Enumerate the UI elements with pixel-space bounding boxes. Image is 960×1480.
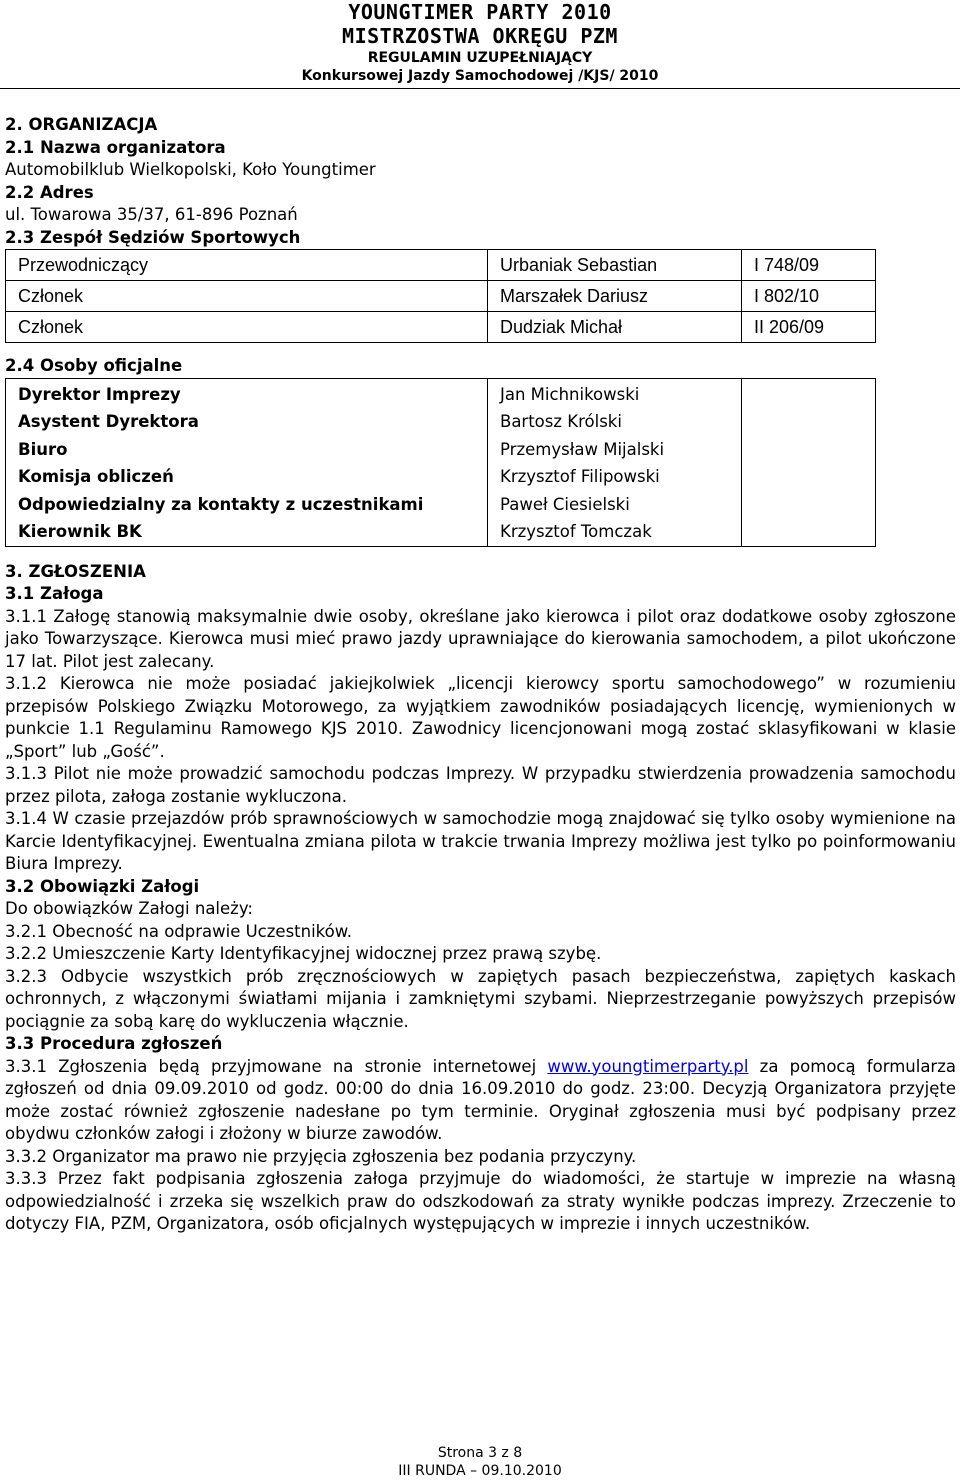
website-link[interactable]: www.youngtimerparty.pl — [547, 1056, 749, 1076]
judge-license: I 748/09 — [742, 250, 876, 281]
paragraph-3-2-1: 3.2.1 Obecność na odprawie Uczestników. — [5, 921, 352, 941]
judge-role: Członek — [6, 312, 488, 343]
table-row — [6, 378, 876, 546]
judges-table — [5, 249, 876, 343]
official-name: Jan Michnikowski — [500, 384, 640, 404]
paragraph-3-3-2: 3.3.2 Organizator ma prawo nie przyjęcia zgłoszenia bez podania przyczyny. — [5, 1146, 637, 1166]
footer-page-number: Strona 3 z 8 — [437, 1445, 523, 1461]
official-role: Biuro — [18, 439, 68, 459]
table-row — [6, 250, 876, 281]
official-empty-cell — [742, 378, 876, 546]
document-body — [5, 114, 956, 1236]
section-2-title: 2. ORGANIZACJA — [5, 115, 158, 134]
header-divider — [0, 88, 960, 89]
organizer-name-title: 2.1 Nazwa organizatora — [5, 137, 226, 157]
officials-title: 2.4 Osoby oficjalne — [5, 356, 183, 375]
official-role: Asystent Dyrektora — [18, 412, 199, 431]
organizer-name: Automobilklub Wielkopolski, Koło Youngtimer — [5, 160, 376, 179]
judge-role: Członek — [6, 281, 488, 312]
header-event-title: YOUNGTIMER PARTY 2010 — [348, 0, 612, 24]
procedure-title: 3.3 Procedura zgłoszeń — [5, 1034, 223, 1053]
header-championship: MISTRZOSTWA OKRĘGU PZM — [342, 24, 618, 48]
paragraph-3-1-3: 3.1.3 Pilot nie może prowadzić samochodu podczas Imprezy. W przypadku stwierdzenia prowadzenia samochodu przez pilota, załoga zostanie wykluczona. — [5, 764, 956, 806]
official-name: Krzysztof Filipowski — [500, 467, 660, 486]
paragraph-3-1-1: 3.1.1 Załogę stanowią maksymalnie dwie osoby, określane jako kierowca i pilot oraz dodatkowe osoby zgłoszone jako Towarzyszące. Kierowca musi mieć prawo jazdy uprawniające do kierowania samochodem, a pilot ukończone 17 lat. Pilot jest zalecany. — [5, 606, 956, 671]
official-role: Komisja obliczeń — [18, 467, 174, 486]
section-3-title: 3. ZGŁOSZENIA — [5, 561, 146, 581]
table-row — [6, 312, 876, 343]
judge-license: II 206/09 — [742, 312, 876, 343]
judge-role: Przewodniczący — [6, 250, 488, 281]
paragraph-3-3-1 — [5, 1056, 956, 1146]
official-role: Odpowiedzialny za kontakty z uczestnikami — [18, 494, 424, 514]
judges-title: 2.3 Zespół Sędziów Sportowych — [5, 227, 301, 247]
address-title: 2.2 Adres — [5, 182, 94, 202]
section-3 — [5, 561, 956, 1236]
officials-table — [5, 378, 876, 547]
address: ul. Towarowa 35/37, 61-896 Poznań — [5, 205, 298, 224]
duties-title: 3.2 Obowiązki Załogi — [5, 876, 200, 896]
header-regulation: REGULAMIN UZUPEŁNIAJĄCY — [367, 50, 593, 66]
official-names — [488, 378, 742, 546]
header-competition-type: Konkursowej Jazdy Samochodowej /KJS/ 2010 — [301, 68, 659, 84]
judge-name: Marszałek Dariusz — [488, 281, 742, 312]
table-row — [6, 281, 876, 312]
official-role: Kierownik BK — [18, 522, 142, 541]
official-roles — [6, 378, 488, 546]
crew-title: 3.1 Załoga — [5, 584, 104, 603]
paragraph-3-2-3: 3.2.3 Odbycie wszystkich prób zręcznościowych w zapiętych pasach bezpieczeństwa, zapiętych kaskach ochronnych, z włączonymi światłami mijania i zamkniętymi szybami. Nieprzestrzeganie powyższych przepisów pociągnie za sobą karę do wykluczenia włącznie. — [5, 966, 956, 1031]
paragraph-3-3-1-start: 3.3.1 Zgłoszenia będą przyjmowane na stronie internetowej — [5, 1056, 548, 1076]
official-name: Przemysław Mijalski — [500, 439, 665, 459]
paragraph-3-3-1-end: za pomocą formularza zgłoszeń od dnia 09.09.2010 od godz. 00:00 do dnia 16.09.2010 do godz. 23:00. Decyzją Organizatora przyjęte może zostać również zgłoszenie nadesłane po tym terminie. Oryginał zgłoszenia musi być podpisany przez obydwu członków załogi i złożony w biurze zawodów. — [5, 1056, 956, 1143]
official-name: Krzysztof Tomczak — [500, 522, 652, 541]
paragraph-3-1-2: 3.1.2 Kierowca nie może posiadać jakiejkolwiek „licencji kierowcy sportu samochodowego” w rozumieniu przepisów Polskiego Związku Motorowego, za wyjątkiem zawodników posiadających licencję, wymienionych w punkcie 1.1 Regulaminu Ramowego KJS 2010. Zawodnicy licencjonowani mogą zostać sklasyfikowani w klasie „Sport” lub „Gość”. — [5, 674, 956, 761]
paragraph-3-3-3: 3.3.3 Przez fakt podpisania zgłoszenia załoga przyjmuje do wiadomości, że startuje w imprezie na własną odpowiedzialność i zrzeka się wszelkich praw do odszkodowań za straty wynikłe podczas imprezy. Zrzeczenie to dotyczy FIA, PZM, Organizatora, osób oficjalnych występujących w imprezie i innych uczestników. — [5, 1169, 956, 1233]
official-name: Paweł Ciesielski — [500, 494, 630, 514]
judge-license: I 802/10 — [742, 281, 876, 312]
judge-name: Urbaniak Sebastian — [488, 250, 742, 281]
official-name: Bartosz Królski — [500, 412, 622, 431]
duties-intro: Do obowiązków Załogi należy: — [5, 899, 253, 918]
document-header — [0, 0, 960, 90]
paragraph-3-1-4: 3.1.4 W czasie przejazdów prób sprawnościowych w samochodzie mogą znajdować się tylko osoby wymienione na Karcie Identyfikacyjnej. Ewentualna zmiana pilota w trakcie trwania Imprezy możliwa jest tylko po poinformowaniu Biura Imprezy. — [5, 809, 956, 873]
judge-name: Dudziak Michał — [488, 312, 742, 343]
official-role: Dyrektor Imprezy — [18, 384, 181, 404]
footer-round: III RUNDA – 09.10.2010 — [398, 1463, 562, 1479]
paragraph-3-2-2: 3.2.2 Umieszczenie Karty Identyfikacyjnej widocznej przez prawą szybę. — [5, 944, 602, 963]
